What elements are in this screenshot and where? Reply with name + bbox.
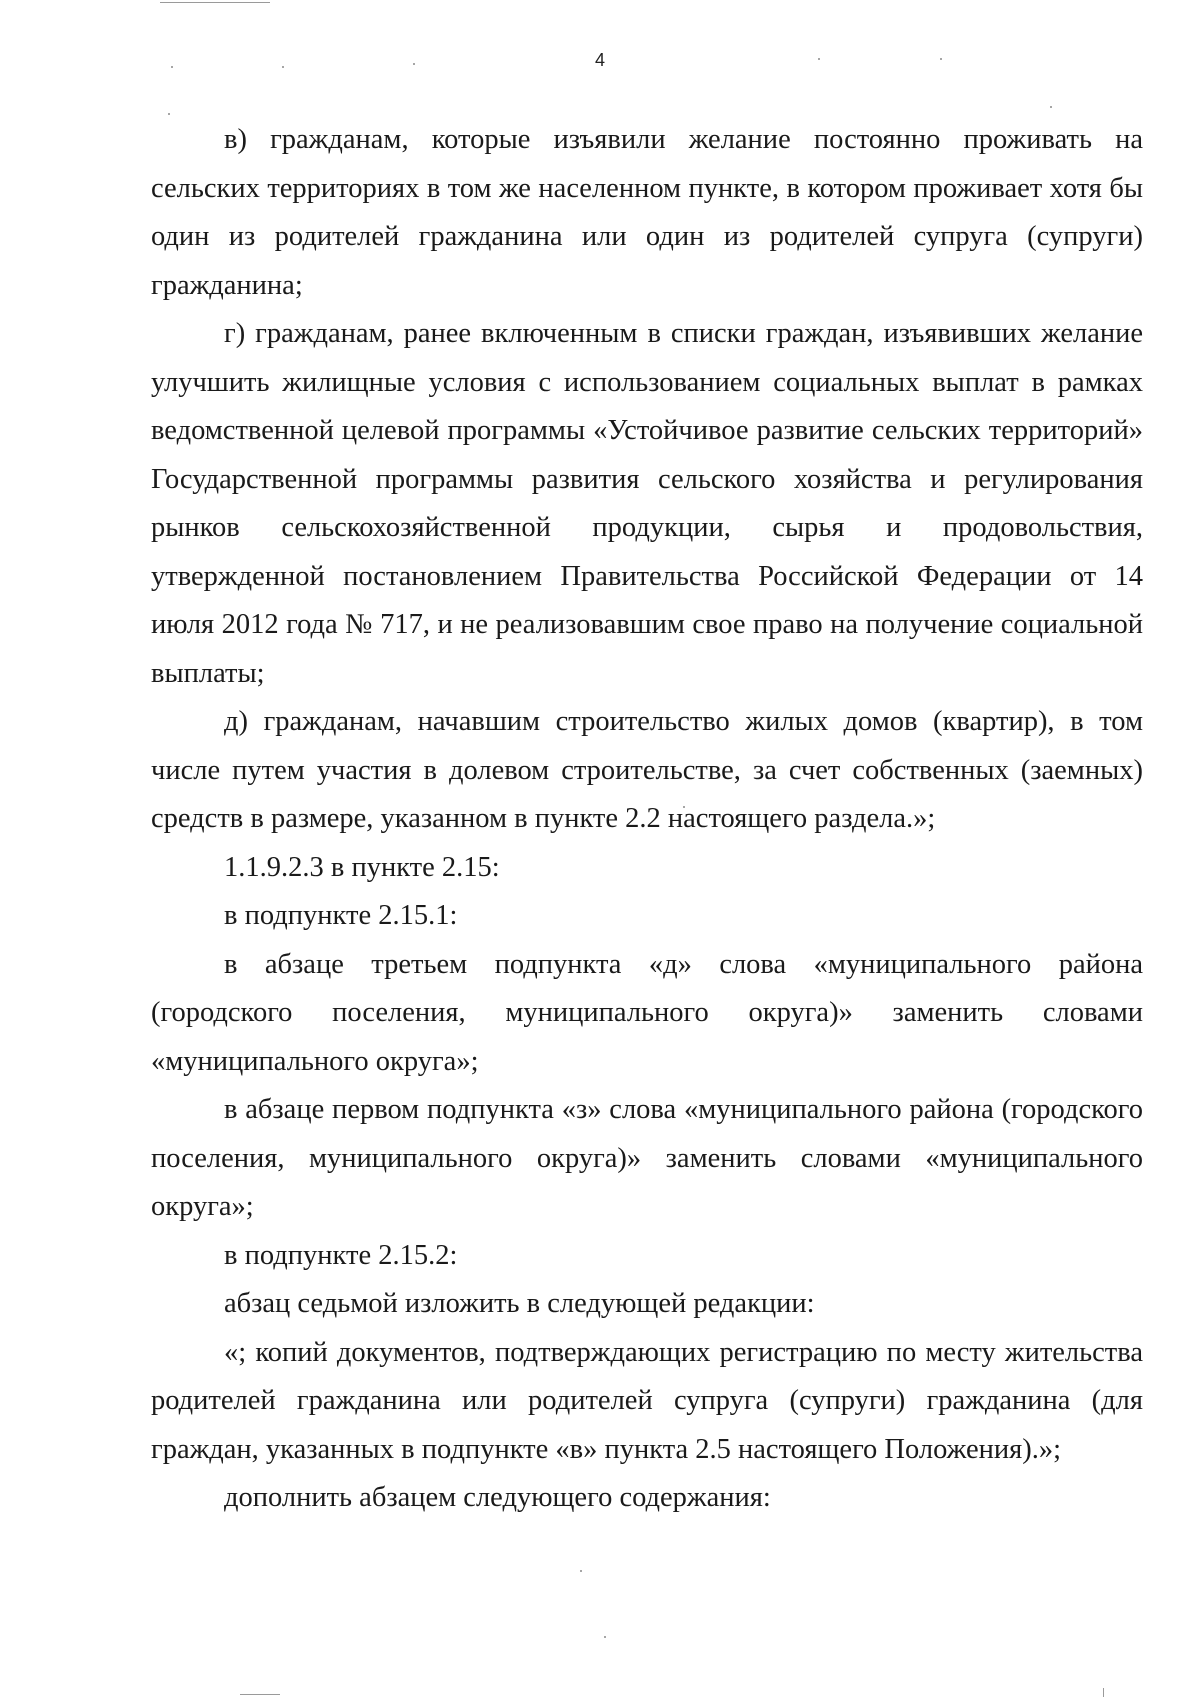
paragraph-amend-z: в абзаце первом подпункта «з» слова «муниципального района (городского поселения, муниципального округа)» заменить словами «муниципального округа»; bbox=[151, 1094, 1143, 1222]
scan-speck bbox=[604, 1636, 606, 1638]
scan-speck bbox=[580, 1570, 582, 1572]
document-body bbox=[151, 116, 1143, 1523]
paragraph-seventh-clause: абзац седьмой изложить в следующей редакции: bbox=[224, 1288, 815, 1319]
paragraph-d: д) гражданам, начавшим строительство жилых домов (квартир), в том числе путем участия в долевом строительстве, за счет собственных (заемных) средств в размере, указанном в пункте 2.2 настоящего раздела.»; bbox=[151, 706, 1143, 834]
paragraph-amend-d: в абзаце третьем подпункта «д» слова «муниципального района (городского поселения, муниципального округа)» заменить словами «муниципального округа»; bbox=[151, 948, 1143, 1077]
paragraph-add-clause: дополнить абзацем следующего содержания: bbox=[224, 1482, 771, 1513]
paragraph-subitem-2-15-1: в подпункте 2.15.1: bbox=[224, 900, 458, 931]
scan-artifact bbox=[240, 1694, 280, 1695]
page-number: 4 bbox=[594, 50, 605, 70]
scan-artifact bbox=[160, 2, 270, 3]
paragraph-copies-documents: «; копий документов, подтверждающих регистрацию по месту жительства родителей гражданина или родителей супруга (супруги) гражданина (для граждан, указанных в подпункте «в» пункта 2.5 настоящего Положения).»; bbox=[151, 1336, 1143, 1465]
scan-speck bbox=[168, 113, 170, 115]
paragraph-item-1-1-9-2-3: 1.1.9.2.3 в пункте 2.15: bbox=[224, 851, 500, 883]
paragraph-g: г) гражданам, ранее включенным в списки граждан, изъявивших желание улучшить жилищные условия с использованием социальных выплат в рамках ведомственной целевой программы «Устойчивое развитие сельских территорий» Государственной программы развития сельского хозяйства и регулирования рынков сельскохозяйственной продукции, сырья и продовольствия, утвержденной постановлением Правительства Российской Федерации от 14 июля 2012 года № 717, и не реализовавшим свое право на получение социальной выплаты; bbox=[151, 318, 1143, 689]
scan-speck bbox=[1050, 106, 1052, 108]
scan-artifact bbox=[1103, 1688, 1104, 1697]
paragraph-subitem-2-15-2: в подпункте 2.15.2: bbox=[224, 1239, 458, 1271]
paragraph-v: в) гражданам, которые изъявили желание постоянно проживать на сельских территориях в том же населенном пункте, в котором проживает хотя бы один из родителей гражданина или один из родителей супруга (супруги) гражданина; bbox=[151, 124, 1143, 301]
